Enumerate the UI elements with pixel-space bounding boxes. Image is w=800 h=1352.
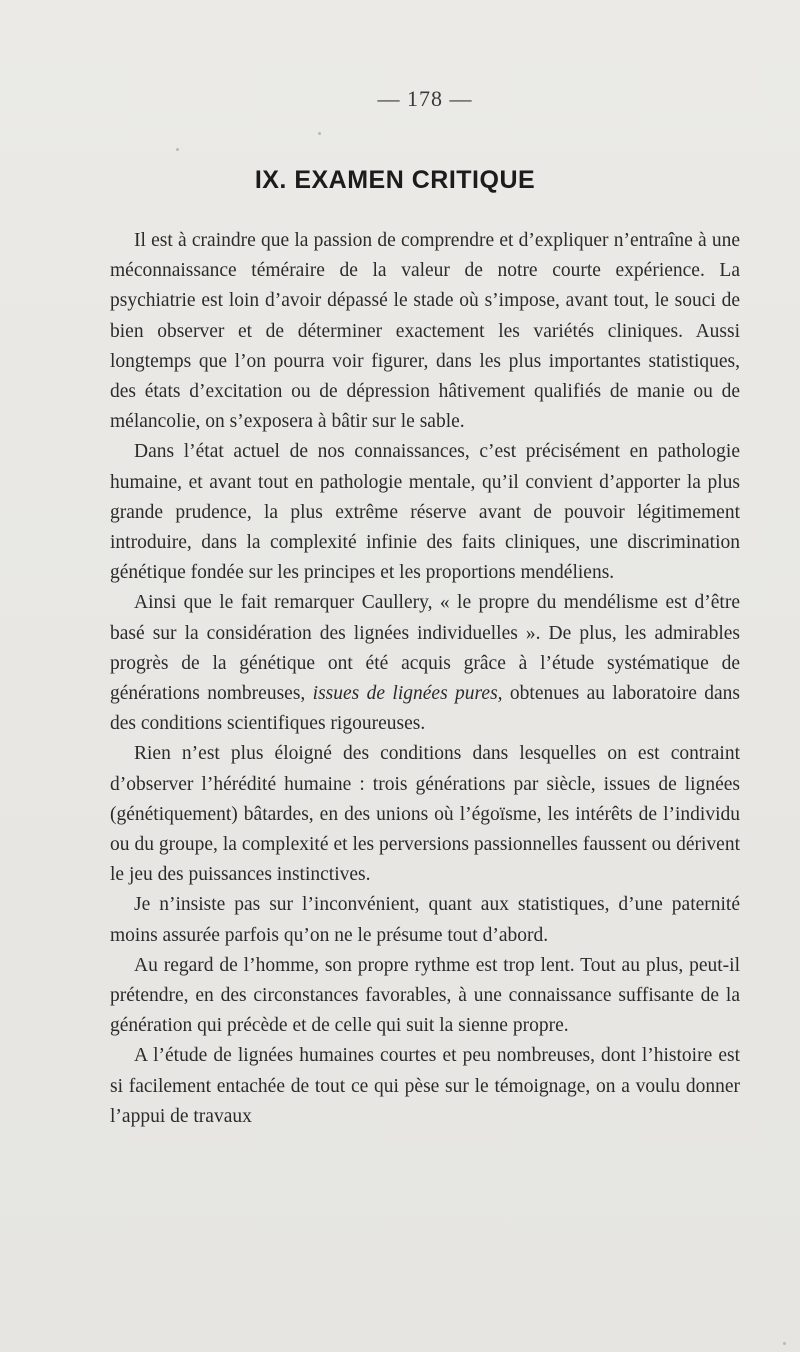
- paragraph-4: Rien n’est plus éloigné des conditions dans lesquelles on est contraint d’observer l’hérédité humaine : trois générations par siècle, issues de lignées (génétiquement) bâtardes, en des unions où l’égoïsme, les intérêts de l’individu ou du groupe, la complexité et les perversions passionnelles faussent ou dérivent le jeu des puissances instinctives.: [110, 743, 740, 886]
- paper-speck: [318, 132, 321, 135]
- body-text: [110, 226, 740, 1132]
- paragraph-5: Je n’insiste pas sur l’inconvénient, quant aux statistiques, d’une paternité moins assurée parfois qu’on ne le présume tout d’abord.: [110, 894, 740, 946]
- paper-speck: [783, 1342, 786, 1345]
- paragraph-1: Il est à craindre que la passion de comprendre et d’expliquer n’entraîne à une méconnaissance téméraire de la valeur de notre courte expérience. La psychiatrie est loin d’avoir dépassé le stade où s’impose, avant tout, le souci de bien observer et de déterminer exactement les variétés cliniques. Aussi longtemps que l’on pourra voir figurer, dans les plus importantes statistiques, des états d’excitation ou de dépression hâtivement qualifiés de manie ou de mélancolie, on s’exposera à bâtir sur le sable.: [110, 230, 740, 433]
- paragraph-3: [110, 588, 740, 739]
- paragraph-6: Au regard de l’homme, son propre rythme est trop lent. Tout au plus, peut-il prétendre, en des circonstances favorables, à une connaissance suffisante de la génération qui précède et de celle qui suit la sienne propre.: [110, 954, 740, 1037]
- paragraph-3-text-start: Ainsi que le fait remarquer Caullery, « le propre du mendélisme est d’être basé sur la considération des lignées individuelles ». De plus, les admirables progrès de la génétique ont été acquis grâce à l’étude systématique de générations nombreuses,: [110, 592, 740, 705]
- paragraph-3-italic-phrase: issues de lignées pures,: [312, 683, 503, 705]
- chapter-title: IX. EXAMEN CRITIQUE: [254, 166, 536, 194]
- paragraph-2: Dans l’état actuel de nos connaissances, c’est précisément en pathologie humaine, et avant tout en pathologie mentale, qu’il convient d’apporter la plus grande prudence, la plus extrême réserve avant de pouvoir légitimement introduire, dans la complexité infinie des faits cliniques, une discrimination génétique fondée sur les principes et les proportions mendéliens.: [110, 441, 740, 584]
- paragraph-3-text-end: obtenues au laboratoire dans des conditions scientifiques rigoureuses.: [110, 683, 740, 735]
- page-number: — 178 —: [377, 86, 473, 111]
- paragraph-7: A l’étude de lignées humaines courtes et peu nombreuses, dont l’histoire est si facilement entachée de tout ce qui pèse sur le témoignage, on a voulu donner l’appui de travaux: [110, 1045, 740, 1127]
- paper-speck: [176, 148, 179, 151]
